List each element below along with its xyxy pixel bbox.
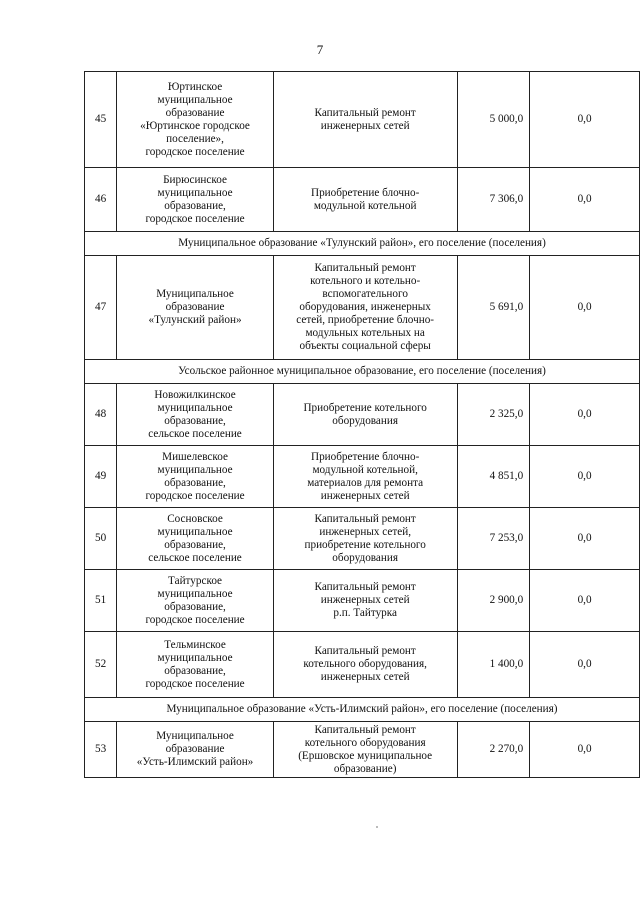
work-line: оборудования, инженерных xyxy=(299,301,431,313)
municipality-line: муниципальное xyxy=(157,93,233,106)
work-line: модульной котельной xyxy=(313,199,417,212)
municipality-line: сельское поселение xyxy=(148,427,242,440)
work-line: Приобретение котельного xyxy=(303,401,427,414)
municipality-line: Тайтурское xyxy=(168,574,223,587)
municipality-line: образование, xyxy=(164,538,226,551)
work-line: Капитальный ремонт xyxy=(314,645,416,657)
row-number: 52 xyxy=(85,632,117,698)
municipality-line: Мишелевское xyxy=(162,450,228,463)
work-line: приобретение котельного xyxy=(304,538,426,551)
work-description-cell xyxy=(273,722,457,778)
municipality-line: образование xyxy=(165,106,225,119)
municipality-cell xyxy=(117,384,274,446)
work-line: Капитальный ремонт xyxy=(314,106,416,119)
table-body xyxy=(85,72,640,778)
extra-amount-cell: 0,0 xyxy=(530,72,640,168)
municipality-line: муниципальное xyxy=(157,587,233,600)
municipality-line: Новожилкинское xyxy=(154,388,236,401)
table-row xyxy=(85,72,640,168)
municipality-cell xyxy=(117,168,274,232)
municipality-line: муниципальное xyxy=(157,525,233,538)
table-row xyxy=(85,446,640,508)
extra-amount-cell: 0,0 xyxy=(530,722,640,778)
row-number: 45 xyxy=(85,72,117,168)
page-number: 7 xyxy=(316,42,324,57)
work-line: оборудования xyxy=(332,551,399,564)
table-row xyxy=(85,722,640,778)
work-description-cell xyxy=(273,72,457,168)
municipality-cell xyxy=(117,256,274,360)
municipality-line: образование, xyxy=(164,600,226,613)
municipality-cell xyxy=(117,570,274,632)
work-description-cell xyxy=(273,508,457,570)
row-number: 48 xyxy=(85,384,117,446)
municipality-cell xyxy=(117,508,274,570)
work-line: вспомогательного xyxy=(322,288,408,300)
work-line: Капитальный ремонт xyxy=(314,512,416,525)
row-number: 47 xyxy=(85,256,117,360)
work-line: модульной котельной, xyxy=(312,463,418,476)
section-header-row xyxy=(85,698,640,722)
amount-cell: 5 000,0 xyxy=(457,72,530,168)
municipality-line: образование xyxy=(165,301,225,313)
work-line: инженерных сетей xyxy=(320,594,410,606)
amount-cell: 7 306,0 xyxy=(457,168,530,232)
work-line: инженерных сетей xyxy=(320,671,410,683)
municipality-line: поселение», xyxy=(166,132,224,145)
municipality-line: муниципальное xyxy=(157,186,233,199)
municipality-line: Сосновское xyxy=(167,512,223,525)
work-line: инженерных сетей xyxy=(320,489,410,502)
municipality-cell xyxy=(117,446,274,508)
work-description-cell xyxy=(273,446,457,508)
work-line: котельного оборудования, xyxy=(303,658,427,670)
municipality-line: Тельминское xyxy=(164,638,226,651)
work-line: инженерных сетей xyxy=(320,119,410,132)
extra-amount-cell: 0,0 xyxy=(530,508,640,570)
work-line: Капитальный ремонт xyxy=(314,581,416,593)
municipality-line: городское поселение xyxy=(145,613,245,626)
table-row xyxy=(85,168,640,232)
work-description-cell xyxy=(273,384,457,446)
funding-table xyxy=(84,71,640,778)
municipality-line: городское поселение xyxy=(145,489,245,502)
amount-cell: 2 270,0 xyxy=(457,722,530,778)
municipality-cell xyxy=(117,632,274,698)
work-line: объекты социальной сферы xyxy=(299,340,431,352)
work-line: инженерных сетей, xyxy=(319,525,411,538)
municipality-line: городское поселение xyxy=(145,677,245,690)
work-line: сетей, приобретение блочно- xyxy=(296,314,435,326)
amount-cell: 7 253,0 xyxy=(457,508,530,570)
municipality-line: образование, xyxy=(164,199,226,212)
municipality-line: «Усть-Илимский район» xyxy=(136,756,254,768)
municipality-line: муниципальное xyxy=(157,463,233,476)
municipality-line: сельское поселение xyxy=(148,551,242,564)
work-line: оборудования xyxy=(332,414,399,427)
municipality-line: Юртинское xyxy=(167,80,223,93)
work-line: р.п. Тайтурка xyxy=(333,607,397,619)
amount-cell: 2 325,0 xyxy=(457,384,530,446)
extra-amount-cell: 0,0 xyxy=(530,384,640,446)
work-line: образование) xyxy=(333,762,397,775)
table-row xyxy=(85,256,640,360)
extra-amount-cell: 0,0 xyxy=(530,446,640,508)
work-line: Капитальный ремонт xyxy=(314,723,416,736)
work-description-cell xyxy=(273,256,457,360)
municipality-line: городское поселение xyxy=(145,212,245,225)
amount-cell: 1 400,0 xyxy=(457,632,530,698)
row-number: 51 xyxy=(85,570,117,632)
section-header-row xyxy=(85,360,640,384)
work-line: модульных котельных на xyxy=(305,327,425,339)
municipality-line: образование, xyxy=(164,414,226,427)
work-description-cell xyxy=(273,632,457,698)
municipality-line: Бирюсинское xyxy=(163,173,227,186)
work-description-cell xyxy=(273,570,457,632)
table-row xyxy=(85,508,640,570)
municipality-line: образование, xyxy=(164,664,226,677)
municipality-line: муниципальное xyxy=(157,651,233,664)
extra-amount-cell: 0,0 xyxy=(530,168,640,232)
row-number: 50 xyxy=(85,508,117,570)
municipality-line: образование, xyxy=(164,476,226,489)
municipality-line: образование xyxy=(165,743,225,755)
scan-speck xyxy=(376,826,378,828)
work-line: (Ершовское муниципальное xyxy=(298,749,433,762)
work-line: котельного и котельно- xyxy=(310,275,421,287)
amount-cell: 5 691,0 xyxy=(457,256,530,360)
work-line: Приобретение блочно- xyxy=(310,450,420,463)
row-number: 49 xyxy=(85,446,117,508)
table-row xyxy=(85,570,640,632)
work-line: Приобретение блочно- xyxy=(310,186,420,199)
extra-amount-cell: 0,0 xyxy=(530,632,640,698)
work-description-cell xyxy=(273,168,457,232)
amount-cell: 2 900,0 xyxy=(457,570,530,632)
amount-cell: 4 851,0 xyxy=(457,446,530,508)
municipality-line: Муниципальное xyxy=(156,730,234,742)
section-title: Усольское районное муниципальное образование, его поселение (поселения) xyxy=(85,360,640,384)
municipality-line: «Юртинское городское xyxy=(140,119,250,132)
table-row xyxy=(85,384,640,446)
municipality-line: Муниципальное xyxy=(156,288,234,300)
municipality-line: городское поселение xyxy=(145,145,245,158)
municipality-cell xyxy=(117,72,274,168)
section-header-row xyxy=(85,232,640,256)
municipality-line: муниципальное xyxy=(157,401,233,414)
work-line: материалов для ремонта xyxy=(307,476,424,489)
work-line: Капитальный ремонт xyxy=(314,262,416,274)
municipality-cell xyxy=(117,722,274,778)
extra-amount-cell: 0,0 xyxy=(530,256,640,360)
section-title: Муниципальное образование «Усть-Илимский район», его поселение (поселения) xyxy=(85,698,640,722)
row-number: 53 xyxy=(85,722,117,778)
row-number: 46 xyxy=(85,168,117,232)
municipality-line: «Тулунский район» xyxy=(148,314,242,326)
extra-amount-cell: 0,0 xyxy=(530,570,640,632)
work-line: котельного оборудования xyxy=(304,736,426,749)
table-row xyxy=(85,632,640,698)
section-title: Муниципальное образование «Тулунский район», его поселение (поселения) xyxy=(85,232,640,256)
